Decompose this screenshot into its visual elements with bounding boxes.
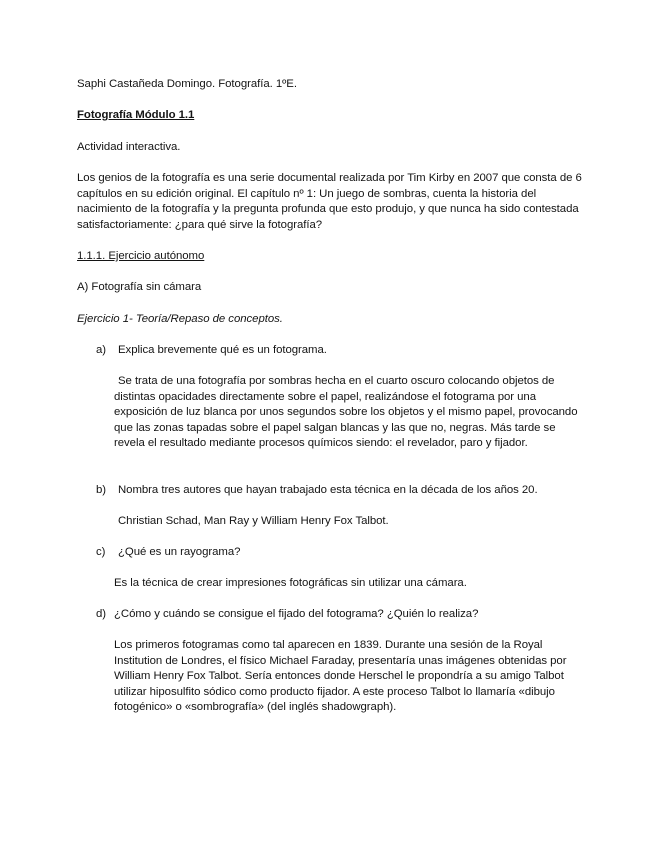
exercise-heading: Ejercicio 1- Teoría/Repaso de conceptos. (77, 313, 283, 325)
document-title: Fotografía Módulo 1.1 (77, 109, 195, 121)
question-marker: d) (96, 608, 107, 620)
answer-text: Christian Schad, Man Ray y William Henry Fox Talbot. (118, 515, 389, 527)
question-text: Explica brevemente qué es un fotograma. (118, 344, 327, 356)
question-text: Nombra tres autores que hayan trabajado esta técnica en la década de los años 20. (118, 484, 538, 496)
question-marker: b) (96, 484, 107, 496)
answer-text: Se trata de una fotografía por sombras hecha en el cuarto oscuro colocando objetos de distintas opacidades directamente sobre el papel, realizándose el fotograma por una exposición de luz blanca por unos segundos sobre los objetos y el mismo papel, provocando que las zonas tapadas sobre el papel salgan blancas y las que no, negras. Más tarde se revela el resultado mediante procesos químicos siendo: el revelador, paro y fijador. (114, 375, 578, 450)
intro-paragraph: Los genios de la fotografía es una serie documental realizada por Tim Kirby en 2007 que consta de 6 capítulos en su edición original. El capítulo nº 1: Un juego de sombras, cuenta la historia del nacimiento de la fotografía y la pregunta profunda que esto produjo, y que nunca ha sido contestada satisfactoriamente: ¿para qué sirve la fotografía? (77, 172, 582, 231)
subsection-heading: A) Fotografía sin cámara (77, 281, 202, 293)
answer-text: Los primeros fotogramas como tal aparecen en 1839. Durante una sesión de la Royal Institution de Londres, el físico Michael Faraday, presentaría unas imágenes obtenidas por William Henry Fox Talbot. Sería entonces donde Herschel le propondría a su amigo Talbot utilizar hiposulfito sódico como producto fijador. A este proceso Talbot lo llamaría «dibujo fotogénico» o «sombrografía» (del inglés shadowgraph). (114, 639, 567, 714)
section-heading: 1.1.1. Ejercicio autónomo (77, 250, 205, 262)
question-text: ¿Qué es un rayograma? (118, 546, 241, 558)
question-text: ¿Cómo y cuándo se consigue el fijado del fotograma? ¿Quién lo realiza? (114, 608, 479, 620)
activity-subtitle: Actividad interactiva. (77, 141, 181, 153)
author-header: Saphi Castañeda Domingo. Fotografía. 1ºE. (77, 78, 297, 90)
answer-text: Es la técnica de crear impresiones fotográficas sin utilizar una cámara. (114, 577, 467, 589)
question-marker: c) (96, 546, 106, 558)
question-marker: a) (96, 344, 107, 356)
